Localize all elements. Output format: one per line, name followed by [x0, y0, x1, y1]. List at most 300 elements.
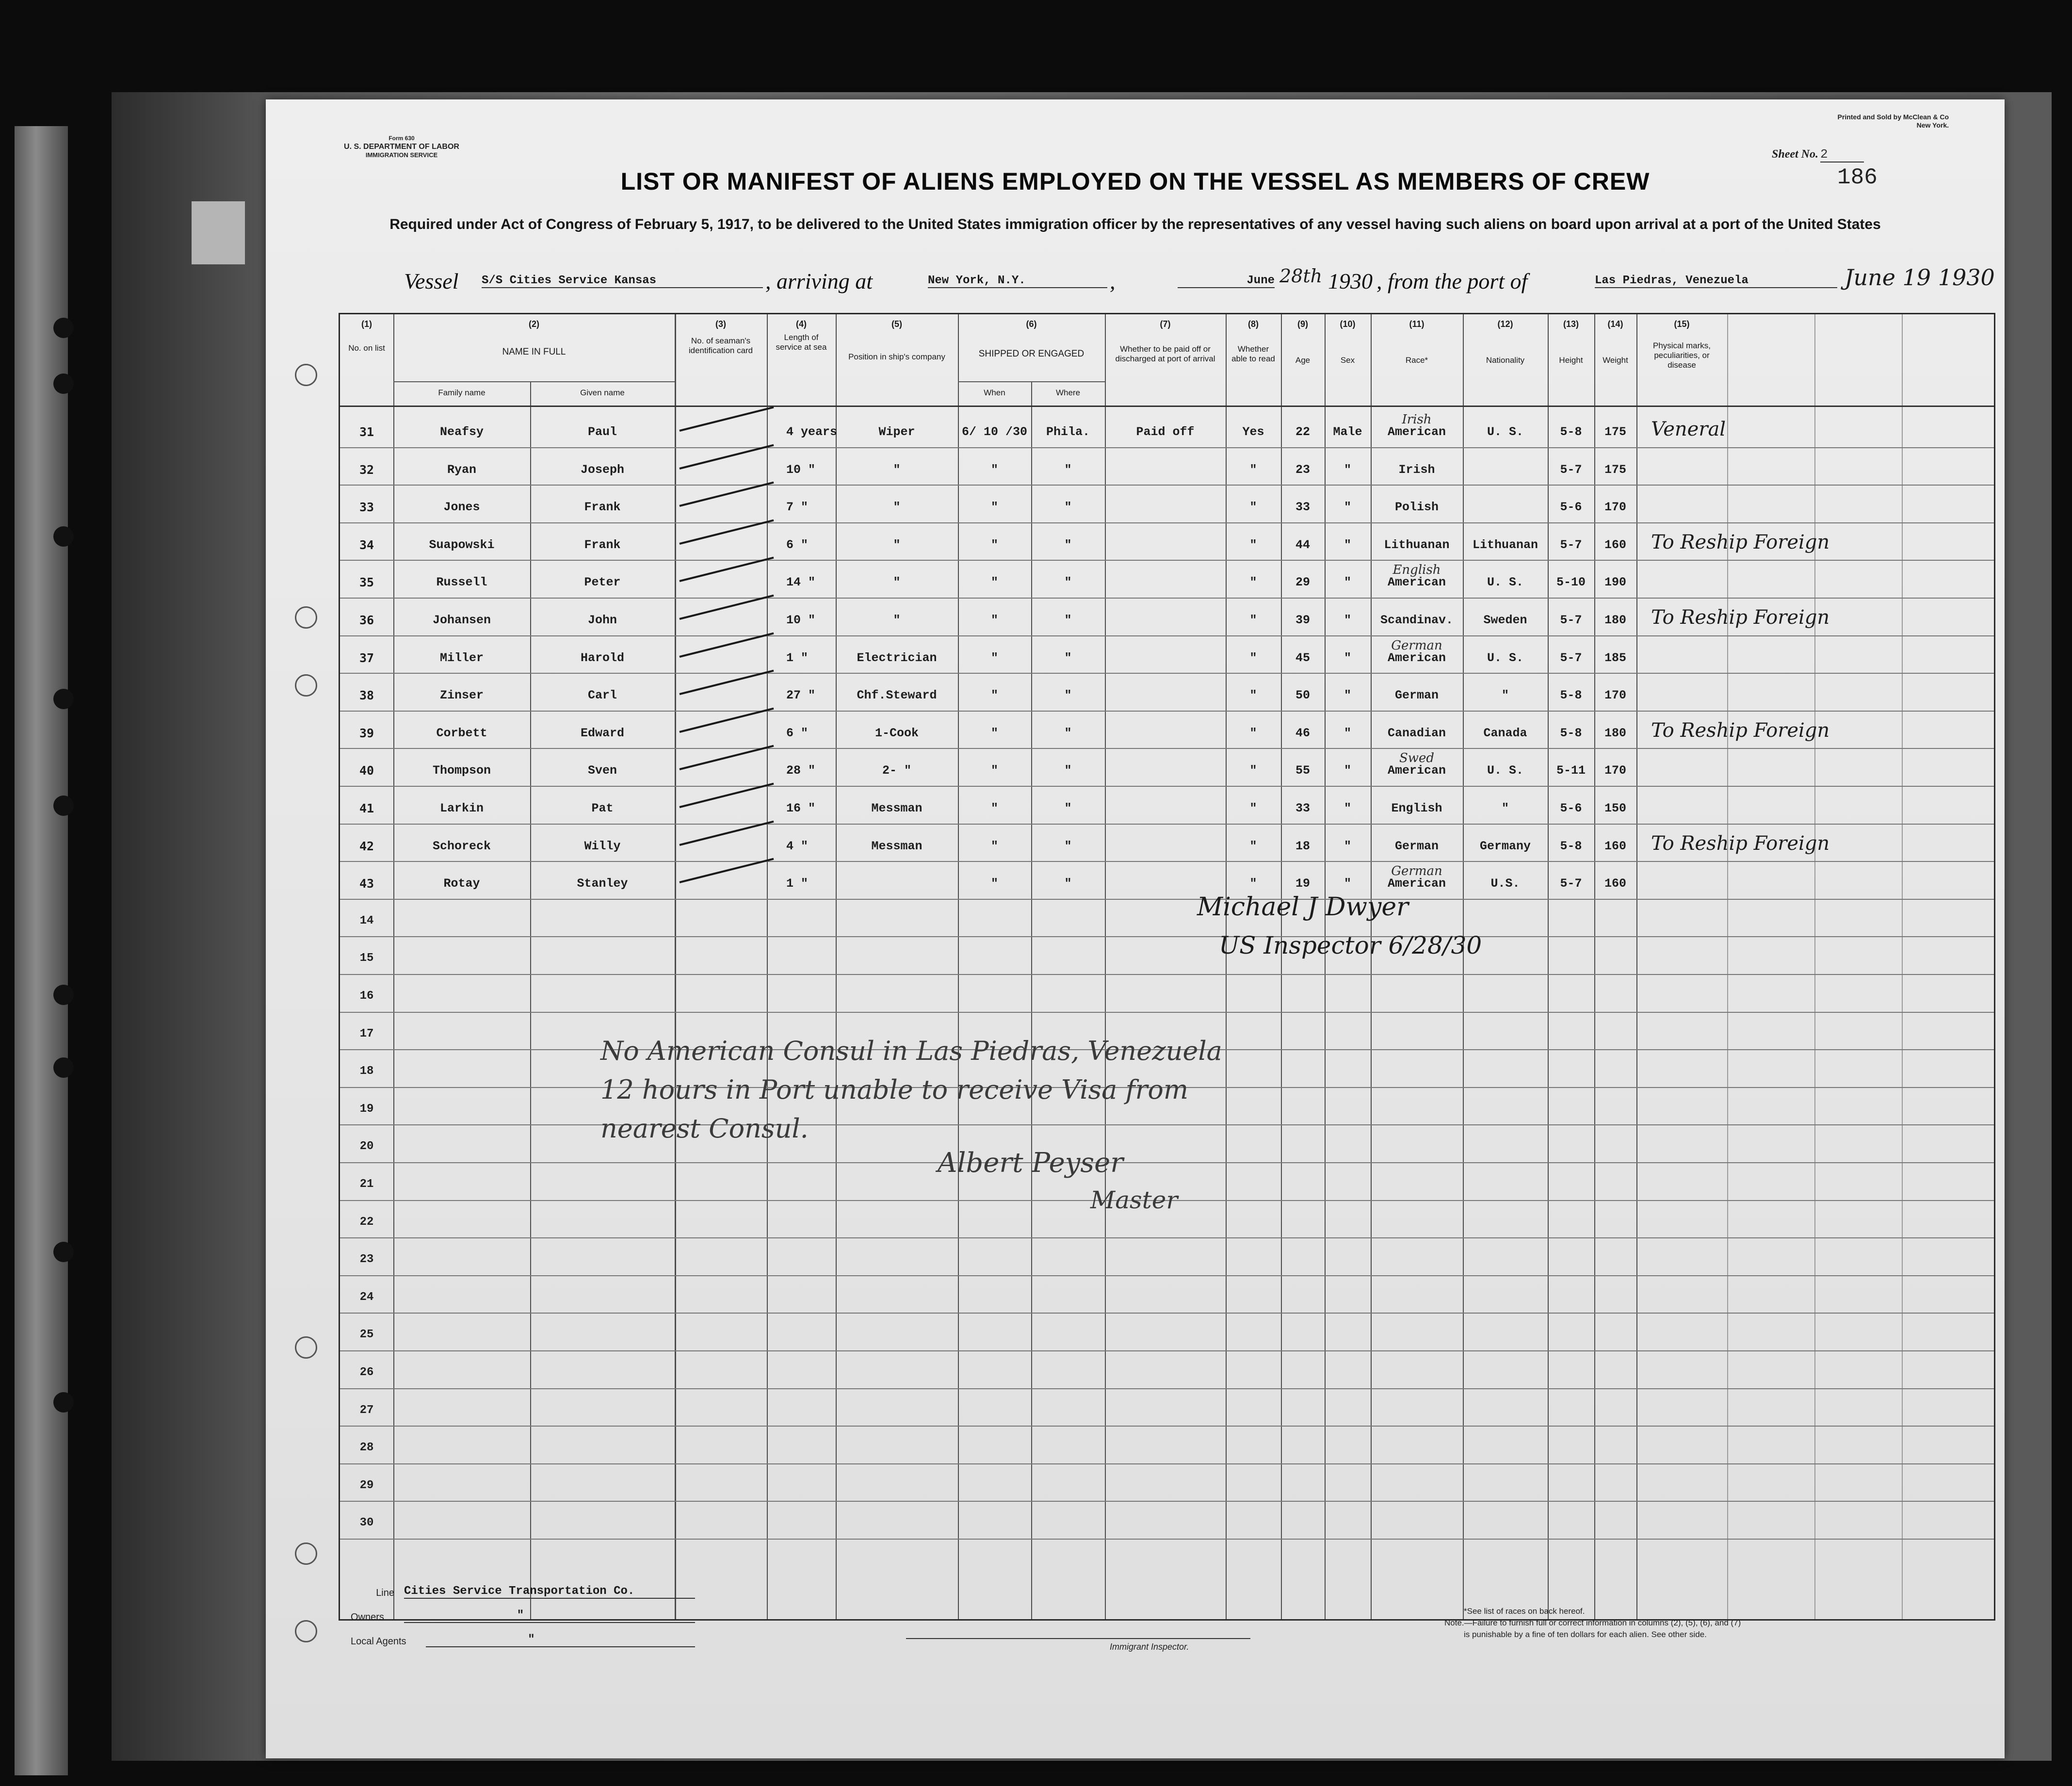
printer-line-2: New York. [1916, 121, 1949, 129]
cell-age: 33 [1295, 801, 1310, 815]
row-divider [340, 560, 1994, 561]
cell-family: Suapowski [429, 537, 495, 552]
cell-sex: " [1344, 650, 1351, 665]
cell-race-handwritten: German [1391, 864, 1442, 879]
cell-position: Messman [871, 801, 923, 815]
row-divider [340, 861, 1994, 862]
cell-position: 2- " [882, 763, 911, 778]
cell-no: 37 [359, 650, 374, 665]
cell-given: Peter [584, 575, 621, 590]
row-divider [340, 899, 1994, 900]
cell-when: " [990, 839, 998, 853]
row-divider [340, 598, 1994, 599]
cell-no: 42 [359, 839, 374, 853]
header-sex: Sex [1340, 356, 1355, 365]
master-title: Master [1090, 1186, 1178, 1214]
inspector-title: US Inspector 6/28/30 [1219, 931, 1482, 959]
col-num: (14) [1607, 319, 1623, 329]
header-shipped-or-engaged: SHIPPED OR ENGAGED [978, 349, 1085, 359]
cell-height: 5-7 [1560, 613, 1582, 627]
punch-hole [53, 318, 74, 338]
cell-nat: Lithuanan [1472, 537, 1538, 552]
cell-weight: 160 [1604, 877, 1626, 891]
cell-service: 16 " [786, 801, 816, 815]
cell-when: " [990, 688, 998, 703]
cell-where: Phila. [1046, 425, 1090, 439]
cell-age: 19 [1295, 877, 1310, 891]
cell-family: Rotay [443, 877, 480, 891]
cell-read: " [1249, 613, 1257, 627]
header-height: Height [1559, 356, 1583, 365]
cell-age: 22 [1295, 425, 1310, 439]
grid-rule [1814, 314, 1815, 1619]
cell-height: 5-8 [1560, 839, 1582, 853]
cell-read: " [1249, 462, 1257, 477]
cell-race: Polish [1394, 500, 1439, 515]
cell-position: " [893, 613, 901, 627]
cell-family: Larkin [439, 801, 484, 815]
cell-given: Sven [587, 763, 617, 778]
binder-hole [295, 606, 317, 629]
col-num: (2) [529, 319, 539, 329]
cell-height: 5-8 [1560, 726, 1582, 740]
cell-given: Harold [580, 650, 624, 665]
sheet-label: Sheet No. [1772, 148, 1818, 161]
cell-service: 1 " [786, 877, 809, 891]
cell-weight: 175 [1604, 462, 1626, 477]
cell-given: Paul [587, 425, 617, 439]
cell-no: 38 [359, 688, 374, 703]
cell-service: 14 " [786, 575, 816, 590]
col-divider [1463, 314, 1464, 1619]
empty-row-number: 15 [359, 952, 374, 965]
cell-nat: U. S. [1487, 763, 1523, 778]
cell-race: Irish [1398, 462, 1435, 477]
row-divider [340, 522, 1994, 523]
cell-age: 50 [1295, 688, 1310, 703]
penalty-note-1: Note.—Failure to furnish full or correct information in columns (2), (5), (6), and (7) [1444, 1618, 1741, 1627]
col-divider [675, 314, 676, 1619]
departure-port: Las Piedras, Venezuela [1595, 274, 1837, 288]
empty-row-number: 19 [359, 1102, 374, 1116]
col-num: (9) [1297, 319, 1308, 329]
page-title: LIST OR MANIFEST OF ALIENS EMPLOYED ON THE VESSEL AS MEMBERS OF CREW [620, 168, 1650, 195]
col-num: (11) [1409, 319, 1424, 329]
arrival-month: June [1178, 274, 1275, 288]
col-num: (13) [1563, 319, 1579, 329]
footer-line-label: Line [376, 1588, 394, 1598]
cell-read: " [1249, 688, 1257, 703]
cell-sex: " [1344, 500, 1351, 515]
cell-height: 5-6 [1560, 500, 1582, 515]
cell-no: 35 [359, 575, 374, 590]
row-divider [340, 1350, 1994, 1351]
cell-nat: " [1501, 688, 1509, 703]
col-num: (1) [361, 319, 372, 329]
cell-service: 6 " [786, 726, 809, 740]
empty-row-number: 28 [359, 1441, 374, 1455]
col-num: (5) [891, 319, 902, 329]
cell-age: 46 [1295, 726, 1310, 740]
cell-sex: " [1344, 462, 1351, 477]
cell-where: " [1064, 801, 1072, 815]
cell-given: Carl [587, 688, 617, 703]
cell-family: Schoreck [432, 839, 491, 853]
annotation-line-1: No American Consul in Las Piedras, Venezuela [600, 1036, 1222, 1066]
cell-nat: Germany [1479, 839, 1531, 853]
row-divider [340, 1501, 1994, 1502]
cell-no: 36 [359, 613, 374, 627]
footer-owners-value: " [404, 1609, 695, 1623]
cell-position: 1-Cook [874, 726, 919, 740]
cell-marks: Veneral [1651, 418, 1726, 440]
stamped-page-number: 186 [1837, 165, 1878, 190]
header-physical-marks: Physical marks, peculiarities, or disease [1652, 341, 1711, 370]
race-note: *See list of races on back hereof. [1464, 1607, 1585, 1616]
cell-service: 6 " [786, 537, 809, 552]
cell-when: 6/ 10 /30 [961, 425, 1028, 439]
cell-service: 4 " [786, 839, 809, 853]
cell-age: 45 [1295, 650, 1310, 665]
col-num: (15) [1674, 319, 1690, 329]
header-given-name: Given name [580, 388, 625, 397]
arriving-label: , arriving at [765, 269, 873, 293]
cell-when: " [990, 877, 998, 891]
inspector-signature: Michael J Dwyer [1197, 893, 1409, 922]
binder-hole [295, 674, 317, 697]
annotation-line-3: nearest Consul. [600, 1113, 809, 1144]
cell-height: 5-11 [1556, 763, 1586, 778]
cell-family: Johansen [432, 613, 491, 627]
departure-date: June 19 1930 [1845, 264, 1995, 291]
header-family-name: Family name [438, 388, 486, 397]
row-divider [340, 447, 1994, 448]
header-when: When [984, 388, 1005, 397]
cell-nat: U. S. [1487, 575, 1523, 590]
cell-race: American [1387, 575, 1446, 590]
row-divider [340, 748, 1994, 749]
cell-nat: Sweden [1483, 613, 1527, 627]
row-divider [340, 824, 1994, 825]
cell-sex: " [1344, 688, 1351, 703]
cell-sex: Male [1333, 425, 1362, 439]
cell-family: Thompson [432, 763, 491, 778]
cell-height: 5-6 [1560, 801, 1582, 815]
cell-race-handwritten: Swed [1399, 751, 1435, 766]
header-where: Where [1055, 388, 1081, 397]
cell-when: " [990, 726, 998, 740]
id-card-slash [680, 406, 774, 432]
cell-sex: " [1344, 575, 1351, 590]
empty-row-number: 17 [359, 1027, 374, 1040]
empty-row-number: 21 [359, 1178, 374, 1191]
cell-family: Miller [439, 650, 484, 665]
form-header [319, 134, 484, 159]
cell-age: 55 [1295, 763, 1310, 778]
from-label: , from the port of [1376, 269, 1528, 293]
cell-service: 27 " [786, 688, 816, 703]
cell-marks: To Reship Foreign [1651, 531, 1830, 553]
header-name-in-full: NAME IN FULL [502, 347, 566, 357]
cell-family: Ryan [447, 462, 476, 477]
cell-height: 5-7 [1560, 650, 1582, 665]
cell-age: 39 [1295, 613, 1310, 627]
cell-given: John [587, 613, 617, 627]
col-divider [1636, 314, 1637, 1619]
punch-hole [53, 1392, 74, 1413]
col-divider [1105, 314, 1106, 1619]
cell-race-handwritten: German [1391, 638, 1442, 653]
arrival-port: New York, N.Y. [928, 274, 1107, 288]
cell-race: Scandinav. [1380, 613, 1454, 627]
cell-read: " [1249, 801, 1257, 815]
row-divider [340, 1012, 1994, 1013]
row-divider [340, 1237, 1994, 1238]
cell-no: 33 [359, 500, 374, 515]
row-divider [340, 974, 1994, 975]
cell-race: American [1387, 425, 1446, 439]
empty-row-number: 23 [359, 1253, 374, 1266]
cell-where: " [1064, 575, 1072, 590]
cell-when: " [990, 650, 998, 665]
cell-race: Canadian [1387, 726, 1446, 740]
cell-read: " [1249, 839, 1257, 853]
name-subrule [393, 381, 675, 382]
cell-height: 5-10 [1556, 575, 1586, 590]
row-divider [340, 635, 1994, 636]
row-divider [340, 1539, 1994, 1540]
arrival-year: 1930 [1328, 269, 1373, 293]
cell-weight: 170 [1604, 763, 1626, 778]
binder-hole [295, 1620, 317, 1642]
cell-given: Frank [584, 537, 621, 552]
cell-where: " [1064, 462, 1072, 477]
cell-when: " [990, 537, 998, 552]
binder-hole [295, 364, 317, 386]
cell-nat: U. S. [1487, 650, 1523, 665]
cell-family: Corbett [436, 726, 487, 740]
cell-given: Joseph [580, 462, 624, 477]
header-id-card: No. of seaman's identification card [688, 336, 753, 355]
cell-read: " [1249, 726, 1257, 740]
col-num: (3) [715, 319, 726, 329]
cell-marks: To Reship Foreign [1651, 832, 1830, 855]
cell-weight: 160 [1604, 839, 1626, 853]
cell-marks: To Reship Foreign [1651, 719, 1830, 742]
row-divider [340, 1426, 1994, 1427]
col-num: (10) [1340, 319, 1356, 329]
footer-line-value: Cities Service Transportation Co. [404, 1585, 695, 1599]
cell-read: " [1249, 763, 1257, 778]
cell-given: Frank [584, 500, 621, 515]
row-divider [340, 711, 1994, 712]
cell-where: " [1064, 726, 1072, 740]
empty-row-number: 26 [359, 1366, 374, 1379]
row-divider [340, 1313, 1994, 1314]
binder-hole [295, 1336, 317, 1359]
cell-no: 40 [359, 763, 374, 778]
immigrant-inspector-label: Immigrant Inspector. [1110, 1642, 1189, 1652]
cell-race: American [1387, 650, 1446, 665]
cell-position: Wiper [878, 425, 915, 439]
empty-row-number: 30 [359, 1516, 374, 1530]
cell-read: " [1249, 650, 1257, 665]
cell-given: Stanley [577, 877, 628, 891]
sheet-value: 2 [1820, 147, 1864, 162]
cell-sex: " [1344, 613, 1351, 627]
row-divider [340, 1388, 1994, 1389]
footer-agents-label: Local Agents [351, 1636, 406, 1647]
cell-nat: U. S. [1487, 425, 1523, 439]
cell-height: 5-8 [1560, 425, 1582, 439]
cell-height: 5-7 [1560, 537, 1582, 552]
cell-race: German [1394, 839, 1439, 853]
cell-service: 7 " [786, 500, 809, 515]
header-age: Age [1295, 356, 1311, 365]
manifest-sheet [266, 99, 2005, 1758]
cell-age: 44 [1295, 537, 1310, 552]
punch-hole [53, 796, 74, 816]
grid-rule [1902, 314, 1903, 1619]
col-num: (8) [1248, 319, 1259, 329]
header-paid-off: Whether to be paid off or discharged at port of arrival [1115, 344, 1215, 363]
cell-read: " [1249, 537, 1257, 552]
cell-weight: 185 [1604, 650, 1626, 665]
service: IMMIGRATION SERVICE [365, 151, 438, 159]
cell-position: Electrician [857, 650, 937, 665]
cell-age: 33 [1295, 500, 1310, 515]
cell-weight: 190 [1604, 575, 1626, 590]
row-divider [340, 936, 1994, 937]
cell-marks: To Reship Foreign [1651, 606, 1830, 629]
header-bottom-rule [340, 406, 1994, 407]
punch-hole [53, 985, 74, 1005]
col-divider [530, 382, 531, 1619]
header-able-to-read: Whether able to read [1231, 344, 1275, 363]
cell-age: 18 [1295, 839, 1310, 853]
cell-where: " [1064, 650, 1072, 665]
annotation-line-2: 12 hours in Port unable to receive Visa from [600, 1074, 1189, 1105]
shipped-subrule [958, 381, 1105, 382]
cell-sex: " [1344, 763, 1351, 778]
empty-row-number: 16 [359, 990, 374, 1003]
header-length-of-service: Length of service at sea [776, 333, 827, 352]
cell-read: " [1249, 877, 1257, 891]
punch-hole [53, 1057, 74, 1078]
cell-family: Zinser [439, 688, 484, 703]
printer-line-1: Printed and Sold by McClean & Co [1837, 113, 1949, 121]
cell-family: Jones [443, 500, 480, 515]
cell-when: " [990, 462, 998, 477]
header-no-on-list: No. on list [348, 343, 385, 353]
footer-agents-value: " [426, 1633, 695, 1647]
punch-hole [53, 689, 74, 709]
col-divider [1031, 382, 1032, 1619]
cell-sex: " [1344, 839, 1351, 853]
cell-where: " [1064, 839, 1072, 853]
cell-weight: 150 [1604, 801, 1626, 815]
header-position: Position in ship's company [848, 352, 945, 361]
cell-given: Willy [584, 839, 621, 853]
cell-weight: 170 [1604, 688, 1626, 703]
cell-height: 5-8 [1560, 688, 1582, 703]
cell-where: " [1064, 763, 1072, 778]
cell-nat: U.S. [1490, 877, 1520, 891]
cell-weight: 175 [1604, 425, 1626, 439]
inspector-signature-line [906, 1638, 1250, 1639]
col-num: (7) [1160, 319, 1171, 329]
vessel-name: S/S Cities Service Kansas [482, 274, 763, 288]
footer-owners-label: Owners [351, 1612, 384, 1623]
cell-where: " [1064, 500, 1072, 515]
cell-position: " [893, 537, 901, 552]
printer-credit [1755, 113, 1949, 130]
cell-where: " [1064, 537, 1072, 552]
row-divider [340, 673, 1994, 674]
penalty-note-2: is punishable by a fine of ten dollars for each alien. See other side. [1464, 1630, 1707, 1639]
cell-race: American [1387, 877, 1446, 891]
cell-no: 39 [359, 726, 374, 740]
cell-no: 32 [359, 462, 374, 477]
cell-age: 23 [1295, 462, 1310, 477]
cell-when: " [990, 763, 998, 778]
header-race: Race* [1405, 356, 1428, 365]
cell-family: Neafsy [439, 425, 484, 439]
cell-when: " [990, 801, 998, 815]
cell-where: " [1064, 613, 1072, 627]
cell-no: 41 [359, 801, 374, 815]
punch-hole [53, 1242, 74, 1262]
cell-position: " [893, 500, 901, 515]
cell-height: 5-7 [1560, 462, 1582, 477]
row-divider [340, 786, 1994, 787]
sheet-number [1772, 147, 1864, 162]
cell-where: " [1064, 877, 1072, 891]
empty-row-number: 25 [359, 1328, 374, 1342]
col-num: (12) [1497, 319, 1513, 329]
cell-nat: " [1501, 801, 1509, 815]
cell-paid: Paid off [1136, 425, 1195, 439]
cell-position: " [893, 462, 901, 477]
cell-race: American [1387, 763, 1446, 778]
cell-weight: 170 [1604, 500, 1626, 515]
empty-row-number: 18 [359, 1065, 374, 1078]
col-num: (4) [796, 319, 807, 329]
cell-when: " [990, 500, 998, 515]
page-subtitle: Required under Act of Congress of February 5, 1917, to be delivered to the United States immigration officer by the representatives of any vessel having such aliens on board upon arrival at a port of the United States [389, 216, 1881, 232]
cell-position: " [893, 575, 901, 590]
cell-height: 5-7 [1560, 877, 1582, 891]
cell-service: 28 " [786, 763, 816, 778]
cell-given: Pat [591, 801, 614, 815]
header-weight: Weight [1603, 356, 1628, 365]
form-number: Form 630 [388, 135, 415, 142]
underlying-tab [192, 201, 245, 264]
cell-sex: " [1344, 726, 1351, 740]
cell-given: Edward [580, 726, 624, 740]
row-divider [340, 1162, 1994, 1163]
cell-no: 43 [359, 877, 374, 891]
cell-weight: 160 [1604, 537, 1626, 552]
cell-position: Chf.Steward [857, 688, 937, 703]
cell-when: " [990, 613, 998, 627]
cell-read: Yes [1242, 425, 1264, 439]
empty-row-number: 22 [359, 1215, 374, 1229]
cell-sex: " [1344, 877, 1351, 891]
row-divider [340, 1124, 1994, 1125]
cell-race: English [1391, 801, 1442, 815]
cell-weight: 180 [1604, 726, 1626, 740]
